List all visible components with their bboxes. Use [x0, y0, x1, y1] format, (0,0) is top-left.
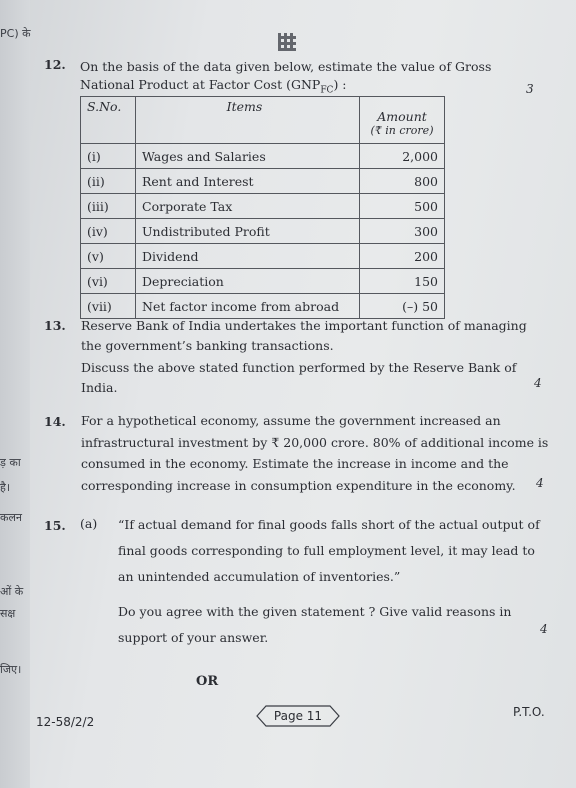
- question-line: infrastructural investment by ₹ 20,000 crore. 80% of additional income is: [81, 434, 549, 450]
- table-row: [81, 269, 445, 294]
- margin-note: PC) के: [0, 27, 31, 40]
- amount-unit: (₹ in crore): [370, 124, 434, 137]
- cell-amount: 800: [360, 169, 445, 194]
- table-row: [81, 219, 445, 244]
- question-line: consumed in the economy. Estimate the increase in income and the: [81, 456, 509, 471]
- cell-item: Depreciation: [136, 269, 360, 294]
- table-row: [81, 169, 445, 194]
- question-number: 15.: [44, 518, 66, 533]
- question-line: Do you agree with the given statement ? Give valid reasons in: [118, 604, 512, 619]
- question-15-text: [118, 512, 540, 651]
- cell-sno: (v): [81, 244, 136, 269]
- question-part-label: (a): [80, 516, 98, 531]
- cell-amount: (–) 50: [360, 294, 445, 319]
- table-row: [81, 194, 445, 219]
- cell-item: Corporate Tax: [136, 194, 360, 219]
- cell-item: Dividend: [136, 244, 360, 269]
- cell-sno: (vi): [81, 269, 136, 294]
- question-line: the government’s banking transactions.: [81, 338, 334, 353]
- page-number: Page 11: [273, 709, 323, 723]
- question-line: Discuss the above stated function performed by the Reserve Bank of: [81, 360, 517, 375]
- marks-label: 4: [540, 622, 548, 636]
- margin-note: जिए।: [0, 663, 22, 676]
- question-line: On the basis of the data given below, estimate the value of Gross: [80, 59, 492, 74]
- question-number: 14.: [44, 414, 66, 429]
- margin-note: है।: [0, 481, 11, 494]
- question-line: an unintended accumulation of inventories.”: [118, 569, 401, 584]
- data-table: [80, 96, 445, 319]
- amount-header-label: Amount: [377, 109, 427, 124]
- column-header: S.No.: [81, 97, 136, 144]
- question-line: final goods corresponding to full employment level, it may lead to: [118, 543, 535, 558]
- cell-item: Wages and Salaries: [136, 144, 360, 169]
- cell-sno: (i): [81, 144, 136, 169]
- page-number-badge: [256, 705, 340, 727]
- paper-code: 12-58/2/2: [36, 715, 95, 729]
- question-line: For a hypothetical economy, assume the government increased an: [81, 413, 501, 428]
- question-line: corresponding increase in consumption expenditure in the economy.: [81, 477, 516, 493]
- table-row: [81, 144, 445, 169]
- question-line: India.: [81, 380, 118, 395]
- cell-item: Undistributed Profit: [136, 219, 360, 244]
- question-line-part: National Product at Factor Cost (GNP: [80, 77, 321, 92]
- cell-sno: (ii): [81, 169, 136, 194]
- qr-code-icon: [278, 33, 296, 51]
- question-number: 12.: [44, 57, 66, 72]
- cell-sno: (vii): [81, 294, 136, 319]
- question-line: support of your answer.: [118, 630, 269, 645]
- question-number: 13.: [44, 318, 66, 333]
- table-header-row: [81, 97, 445, 144]
- table-row: [81, 244, 445, 269]
- cell-amount: 500: [360, 194, 445, 219]
- marks-label: 4: [534, 376, 542, 390]
- table-row: [81, 294, 445, 319]
- question-line-part: ) :: [333, 77, 347, 92]
- cell-sno: (iii): [81, 194, 136, 219]
- margin-note: कलन: [0, 511, 23, 524]
- question-14-text: [81, 410, 548, 496]
- margin-note: सक्ष: [0, 607, 16, 620]
- question-line: Reserve Bank of India undertakes the important function of managing: [81, 318, 527, 333]
- column-header: Items: [136, 97, 360, 144]
- cell-amount: 300: [360, 219, 445, 244]
- margin-note: ड़ का: [0, 456, 21, 469]
- cell-item: Net factor income from abroad: [136, 294, 360, 319]
- question-13-text: [81, 316, 527, 398]
- margin-note: ओं के: [0, 585, 24, 598]
- marks-label: 4: [536, 476, 544, 490]
- pto-label: P.T.O.: [513, 705, 545, 719]
- or-label: OR: [196, 674, 219, 689]
- cell-sno: (iv): [81, 219, 136, 244]
- cell-item: Rent and Interest: [136, 169, 360, 194]
- cell-amount: 150: [360, 269, 445, 294]
- cell-amount: 200: [360, 244, 445, 269]
- question-12-text: [80, 58, 491, 100]
- column-header-amount: [360, 97, 445, 144]
- cell-amount: 2,000: [360, 144, 445, 169]
- marks-label: 3: [526, 82, 534, 96]
- question-line: “If actual demand for final goods falls short of the actual output of: [118, 517, 540, 532]
- subscript: FC: [320, 85, 334, 96]
